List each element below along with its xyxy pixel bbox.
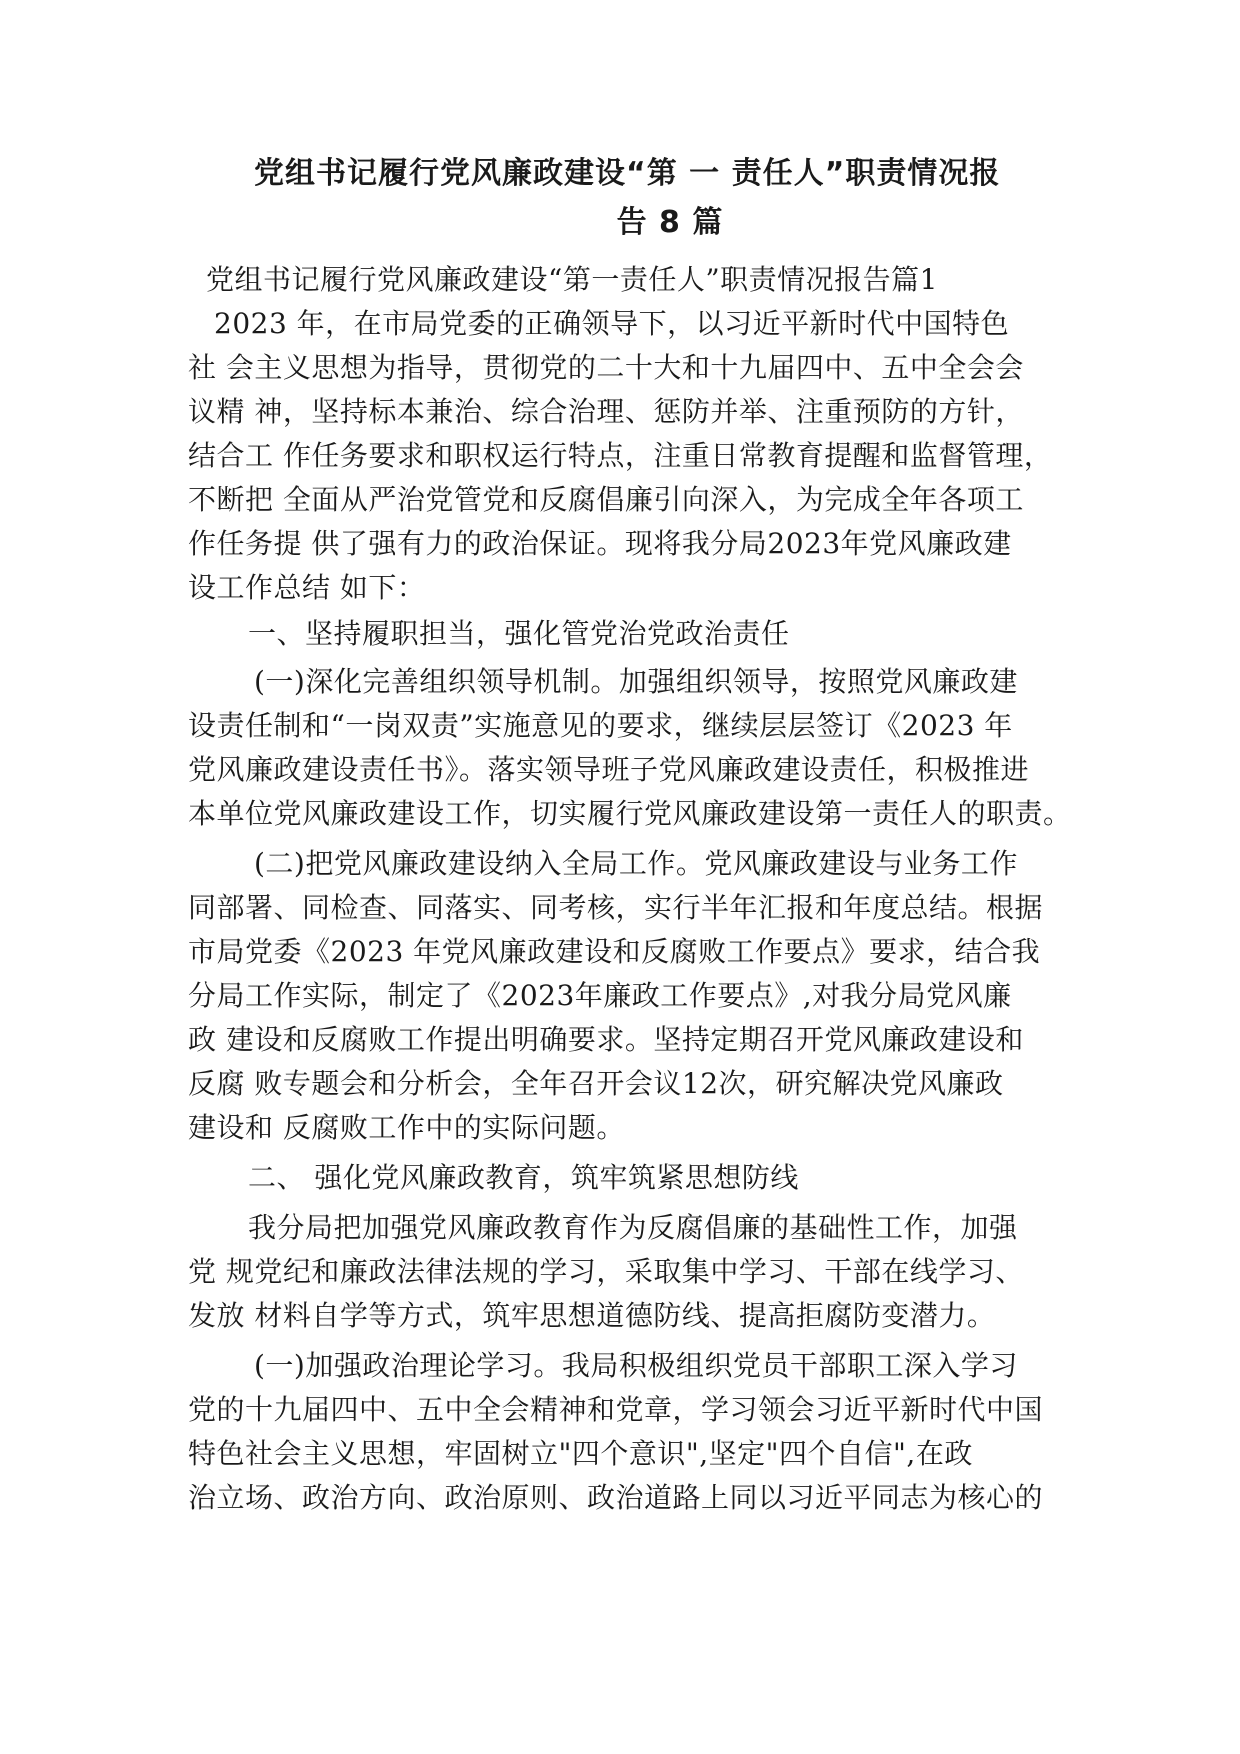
body-line: 分局工作实际，制定了《2023年廉政工作要点》,对我分局党风廉 [188, 979, 1012, 1012]
body-line: 设工作总结 如下： [188, 571, 426, 604]
section-heading: 二、 强化党风廉政教育，筑牢筑紧思想防线 [248, 1161, 799, 1194]
body-line: 作任务提 供了强有力的政治保证。现将我分局2023年党风廉政建 [188, 527, 1012, 560]
body-line: 我分局把加强党风廉政教育作为反腐倡廉的基础性工作，加强 [248, 1211, 1018, 1244]
document-title-line-1: 党组书记履行党风廉政建设“第 一 责任人”职责情况报 [254, 156, 1001, 191]
body-line: 治立场、政治方向、政治原则、政治道路上同以习近平同志为核心的 [188, 1481, 1044, 1514]
body-line: 同部署、同检查、同落实、同考核，实行半年汇报和年度总结。根据 [188, 891, 1044, 924]
section-heading: 一、坚持履职担当，强化管党治党政治责任 [248, 617, 790, 650]
body-line: (一)深化完善组织领导机制。加强组织领导，按照党风廉政建 [254, 665, 1018, 698]
body-line: 市局党委《2023 年党风廉政建设和反腐败工作要点》要求，结合我 [188, 935, 1041, 968]
body-line: 建设和 反腐败工作中的实际问题。 [188, 1111, 625, 1144]
body-line: 结合工 作任务要求和职权运行特点，注重日常教育提醒和监督管理， [188, 439, 1053, 472]
body-line: 设责任制和“一岗双责”实施意见的要求，继续层层签订《2023 年 [188, 709, 1013, 742]
body-line: 政 建设和反腐败工作提出明确要求。坚持定期召开党风廉政建设和 [188, 1023, 1024, 1056]
body-line: 不断把 全面从严治党管党和反腐倡廉引向深入，为完成全年各项工 [188, 483, 1024, 516]
body-line: 反腐 败专题会和分析会，全年召开会议12次，研究解决党风廉政 [188, 1067, 1004, 1100]
document-title-line-2: 告 8 篇 [616, 205, 724, 240]
body-line: 2023 年，在市局党委的正确领导下，以习近平新时代中国特色 [214, 307, 1010, 340]
body-line: 特色社会主义思想，牢固树立"四个意识",坚定"四个自信",在政 [188, 1437, 973, 1470]
body-line: 党 规党纪和廉政法律法规的学习，采取集中学习、干部在线学习、 [188, 1255, 1024, 1288]
body-line: (二)把党风廉政建设纳入全局工作。党风廉政建设与业务工作 [254, 847, 1018, 880]
body-line: 议精 神，坚持标本兼治、综合治理、惩防并举、注重预防的方针， [188, 395, 1024, 428]
body-line: (一)加强政治理论学习。我局积极组织党员干部职工深入学习 [254, 1349, 1018, 1382]
body-line: 党风廉政建设责任书》。落实领导班子党风廉政建设责任，积极推进 [188, 753, 1030, 786]
body-line: 本单位党风廉政建设工作，切实履行党风廉政建设第一责任人的职责。 [188, 797, 1072, 830]
body-line: 社 会主义思想为指导，贯彻党的二十大和十九届四中、五中全会会 [188, 351, 1024, 384]
subtitle-line: 党组书记履行党风廉政建设“第一责任人”职责情况报告篇1 [206, 263, 938, 296]
body-line: 发放 材料自学等方式，筑牢思想道德防线、提高拒腐防变潜力。 [188, 1299, 996, 1332]
body-line: 党的十九届四中、五中全会精神和党章，学习领会习近平新时代中国 [188, 1393, 1044, 1426]
